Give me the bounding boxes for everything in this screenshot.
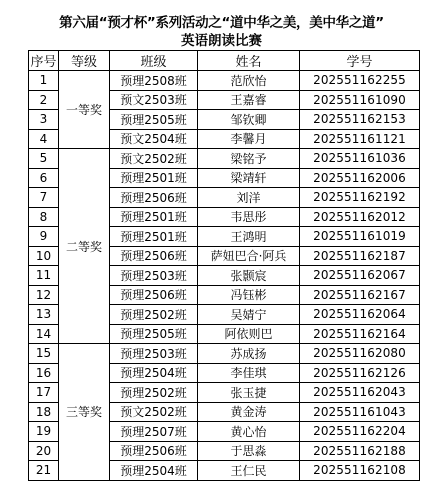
student-name: 梁靖轩 [198,168,300,188]
row-number: 8 [29,207,59,227]
header-cell-student-id: 学号 [300,51,420,71]
student-id: 202551162255 [300,71,420,91]
student-id: 202551162187 [300,246,420,266]
class-name: 预理2506班 [110,441,198,461]
student-name: 韦思彤 [198,207,300,227]
student-id: 202551162126 [300,363,420,383]
student-name: 冯钰彬 [198,285,300,305]
row-number: 17 [29,383,59,403]
student-id: 202551162192 [300,188,420,208]
document-title: 第六届“预才杯”系列活动之“道中华之美，美中华之道” [59,15,384,31]
class-name: 预理2504班 [110,461,198,481]
student-name: 吴婧宁 [198,305,300,325]
row-number: 20 [29,441,59,461]
row-number: 9 [29,227,59,247]
student-id: 202551162167 [300,285,420,305]
table-row [29,71,420,91]
student-name: 王鸿明 [198,227,300,247]
class-name: 预理2502班 [110,383,198,403]
document-subtitle: 英语朗读比赛 [181,33,262,49]
student-name: 李佳琪 [198,363,300,383]
row-number: 5 [29,149,59,169]
student-id: 202551161043 [300,402,420,422]
header-cell-number: 序号 [29,51,59,71]
student-id: 202551162164 [300,324,420,344]
row-number: 21 [29,461,59,481]
class-name: 预理2504班 [110,363,198,383]
class-name: 预理2501班 [110,227,198,247]
student-id: 202551162080 [300,344,420,364]
student-id: 202551161090 [300,90,420,110]
header-cell-class: 班级 [110,51,198,71]
row-number: 2 [29,90,59,110]
class-name: 预理2501班 [110,207,198,227]
class-name: 预理2506班 [110,188,198,208]
class-name: 预理2506班 [110,246,198,266]
student-id: 202551162006 [300,168,420,188]
class-name: 预理2506班 [110,285,198,305]
row-number: 3 [29,110,59,130]
student-id: 202551162012 [300,207,420,227]
class-name: 预理2508班 [110,71,198,91]
student-name: 苏成扬 [198,344,300,364]
student-id: 202551162188 [300,441,420,461]
student-id: 202551162043 [300,383,420,403]
award-level: 三等奖 [59,344,110,481]
class-name: 预文2502班 [110,402,198,422]
class-name: 预理2503班 [110,344,198,364]
student-id: 202551162064 [300,305,420,325]
results-table [28,50,420,481]
row-number: 6 [29,168,59,188]
student-name: 萨妞巴合·阿兵 [198,246,300,266]
award-level: 二等奖 [59,149,110,344]
row-number: 12 [29,285,59,305]
row-number: 15 [29,344,59,364]
class-name: 预文2503班 [110,90,198,110]
row-number: 19 [29,422,59,442]
table-row [29,149,420,169]
class-name: 预理2507班 [110,422,198,442]
student-id: 202551162067 [300,266,420,286]
award-level: 一等奖 [59,71,110,149]
student-id: 202551162153 [300,110,420,130]
row-number: 4 [29,129,59,149]
class-name: 预理2503班 [110,266,198,286]
student-id: 202551161121 [300,129,420,149]
student-name: 黄心怡 [198,422,300,442]
row-number: 7 [29,188,59,208]
student-name: 李馨月 [198,129,300,149]
class-name: 预文2502班 [110,149,198,169]
header-cell-award: 等级 [59,51,110,71]
row-number: 14 [29,324,59,344]
row-number: 13 [29,305,59,325]
student-name: 梁铭予 [198,149,300,169]
student-id: 202551162108 [300,461,420,481]
student-name: 黄金涛 [198,402,300,422]
class-name: 预文2504班 [110,129,198,149]
student-name: 阿依则巴 [198,324,300,344]
table-row [29,344,420,364]
student-name: 于思淼 [198,441,300,461]
class-name: 预理2502班 [110,305,198,325]
student-name: 王嘉睿 [198,90,300,110]
student-id: 202551161036 [300,149,420,169]
row-number: 10 [29,246,59,266]
class-name: 预理2505班 [110,324,198,344]
header-row [29,51,420,71]
student-name: 王仁民 [198,461,300,481]
row-number: 11 [29,266,59,286]
class-name: 预理2505班 [110,110,198,130]
student-name: 张玉捷 [198,383,300,403]
student-name: 邹钦卿 [198,110,300,130]
student-id: 202551161019 [300,227,420,247]
row-number: 16 [29,363,59,383]
header-cell-name: 姓名 [198,51,300,71]
results-table-body [29,71,420,481]
student-name: 张颢宸 [198,266,300,286]
student-name: 范欣怡 [198,71,300,91]
row-number: 18 [29,402,59,422]
student-name: 刘洋 [198,188,300,208]
row-number: 1 [29,71,59,91]
student-id: 202551162204 [300,422,420,442]
class-name: 预理2501班 [110,168,198,188]
